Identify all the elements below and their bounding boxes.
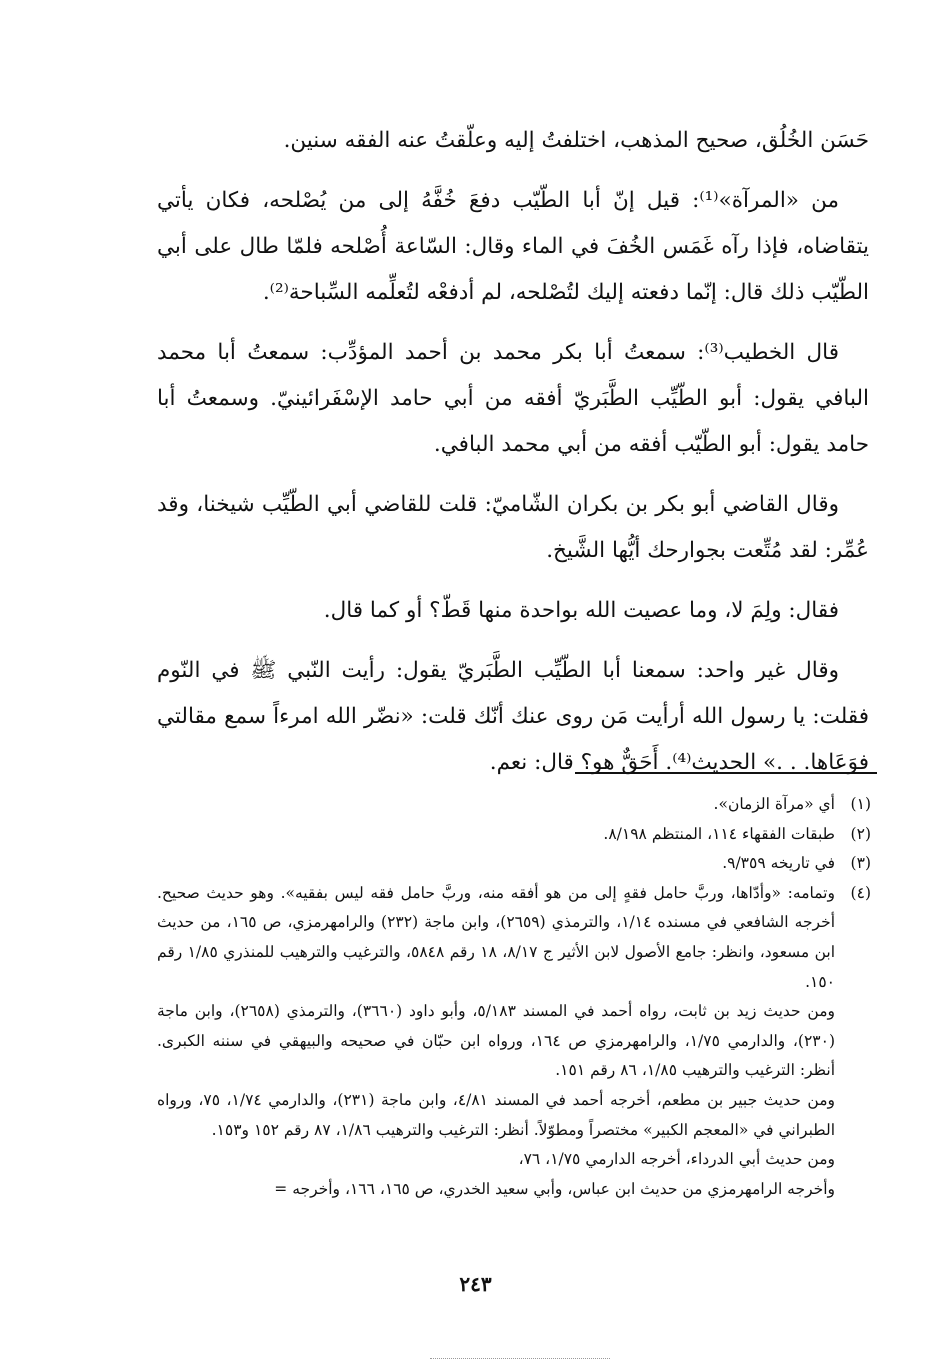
paragraph-mirror-anecdote: من «المرآة»⁽¹⁾: قيل إنّ أبا الطّيّب دفعَ خُفَّهُ إلى من يُصْلحه، فكان يأتي يتقاضاه، فإذا رآه غَمَس الخُفَ في الماء وقال: السّاعة أُصْلحه فلمّا طال على أبي الطّيّب ذلك قال: إنّما دفعته إليك لتُصْلحه، لم أدفعْه لتُعلِّمه السِّباحة⁽²⁾.	[157, 188, 869, 305]
footnote-number: (٤)	[850, 883, 871, 902]
footnotes-section	[157, 790, 871, 1204]
paragraph-bakran-question: وقال القاضي أبو بكر بن بكران الشّاميّ: قلت للقاضي أبي الطّيِّب شيخنا، وقد عُمِّر: لقد مُتِّعت بجوارحك أيُّها الشَّيخ.	[157, 492, 869, 563]
footnote-item	[157, 879, 871, 1205]
paragraph-continuation: حَسَن الخُلُق، صحيح المذهب، اختلفتُ إليه وعلّقتُ عنه الفقه سنين.	[283, 128, 869, 153]
paragraph-reply: فقال: ولِمَ لا، وما عصيت الله بواحدة منها قَطّ؟ أو كما قال.	[323, 598, 839, 623]
footnote-item	[157, 849, 871, 879]
footnote-number: (٣)	[850, 854, 871, 873]
footnote-text-block	[157, 879, 835, 1205]
main-text-block	[157, 118, 869, 800]
paragraph-khatib-report: قال الخطيب⁽³⁾: سمعتُ أبا بكر محمد بن أحمد المؤدِّب: سمعتُ أبا محمد البافي يقول: أبو الطّيِّب الطَّبَريّ أفقه من أبي حامد الإسْفَرائينيّ. وسمعتُ أبا حامد يقول: أبو الطّيّب أفقه من أبي محمد البافي.	[157, 340, 869, 457]
footnote-separator-line	[575, 772, 877, 774]
footnote-paragraph: ومن حديث جبير بن مطعم، أخرجه أحمد في المسند ٤/٨١، وابن ماجة (٢٣١)، والدارمي ١/٧٤، ٧٥، ورواه الطبراني في «المعجم الكبير» مختصراً ومطوّلاً. أنظر: الترغيب والترهيب ١/٨٦، ٨٧ رقم ١٥٢ و١٥٣.	[157, 1090, 836, 1139]
footnote-text: في تاريخه ٩/٣٥٩.	[722, 854, 835, 873]
footnote-number: (١)	[850, 795, 871, 813]
footnote-number: (٢)	[850, 824, 871, 843]
footnote-item	[157, 820, 871, 850]
scan-artifact	[430, 1358, 610, 1361]
page-number: ٢٤٣	[459, 1272, 492, 1296]
footnote-paragraph: ومن حديث أبي الدرداء، أخرجه الدارمي ١/٧٥، ٧٦،	[518, 1150, 835, 1169]
footnote-paragraph: ومن حديث زيد بن ثابت، رواه أحمد في المسند ٥/١٨٣، وأبو داود (٣٦٦٠)، والترمذي (٢٦٥٨)، وابن ماجة (٢٣٠)، والدارمي ١/٧٥، والرامهرمزي ص ١٦٤، ورواه ابن حبّان في صحيحه والبيهقي في سننه الكبرى. أنظر: الترغيب والترهيب ١/٨٥، ٨٦ رقم ١٥١.	[157, 1002, 836, 1080]
footnote-text: أي «مرآة الزمان».	[713, 795, 835, 813]
paragraph-dream-hadith: وقال غير واحد: سمعنا أبا الطّيِّب الطَّبَريّ يقول: رأيت النّبي ﷺ في النّوم فقلت: يا رسول الله أرأيت مَن روى عنك أنّك قلت: «نضّر الله امرءاً سمع مقالتي فوَعَاها. . .» الحديث⁽⁴⁾. أَحَقٌّ هو؟ قال: نعم.	[157, 658, 869, 775]
footnote-paragraph: وأخرجه الرامهرمزي من حديث ابن عباس، وأبي سعيد الخدري، ص ١٦٥، ١٦٦، وأخرجه =	[274, 1179, 835, 1198]
footnote-paragraph: وتمامه: «وأدّاها، وربَّ حامل فقهٍ إلى من هو أفقه منه، وربَّ حامل فقه ليس بفقيه». وهو حديث صحيح. أخرجه الشافعي في مسنده ١/١٤، والترمذي (٢٦٥٩)، وابن ماجة (٢٣٢) والرامهرمزي، ص ١٦٥، من حديث ابن مسعود، وانظر: جامع الأصول لابن الأثير ج ٨/١٧، ١٨ رقم ٥٨٤٨، والترغيب والترهيب للمنذري ١/٨٥ رقم ١٥٠.	[157, 883, 836, 991]
footnote-item	[157, 790, 871, 820]
footnote-text: طبقات الفقهاء ١١٤، المنتظم ٨/١٩٨.	[603, 824, 835, 843]
